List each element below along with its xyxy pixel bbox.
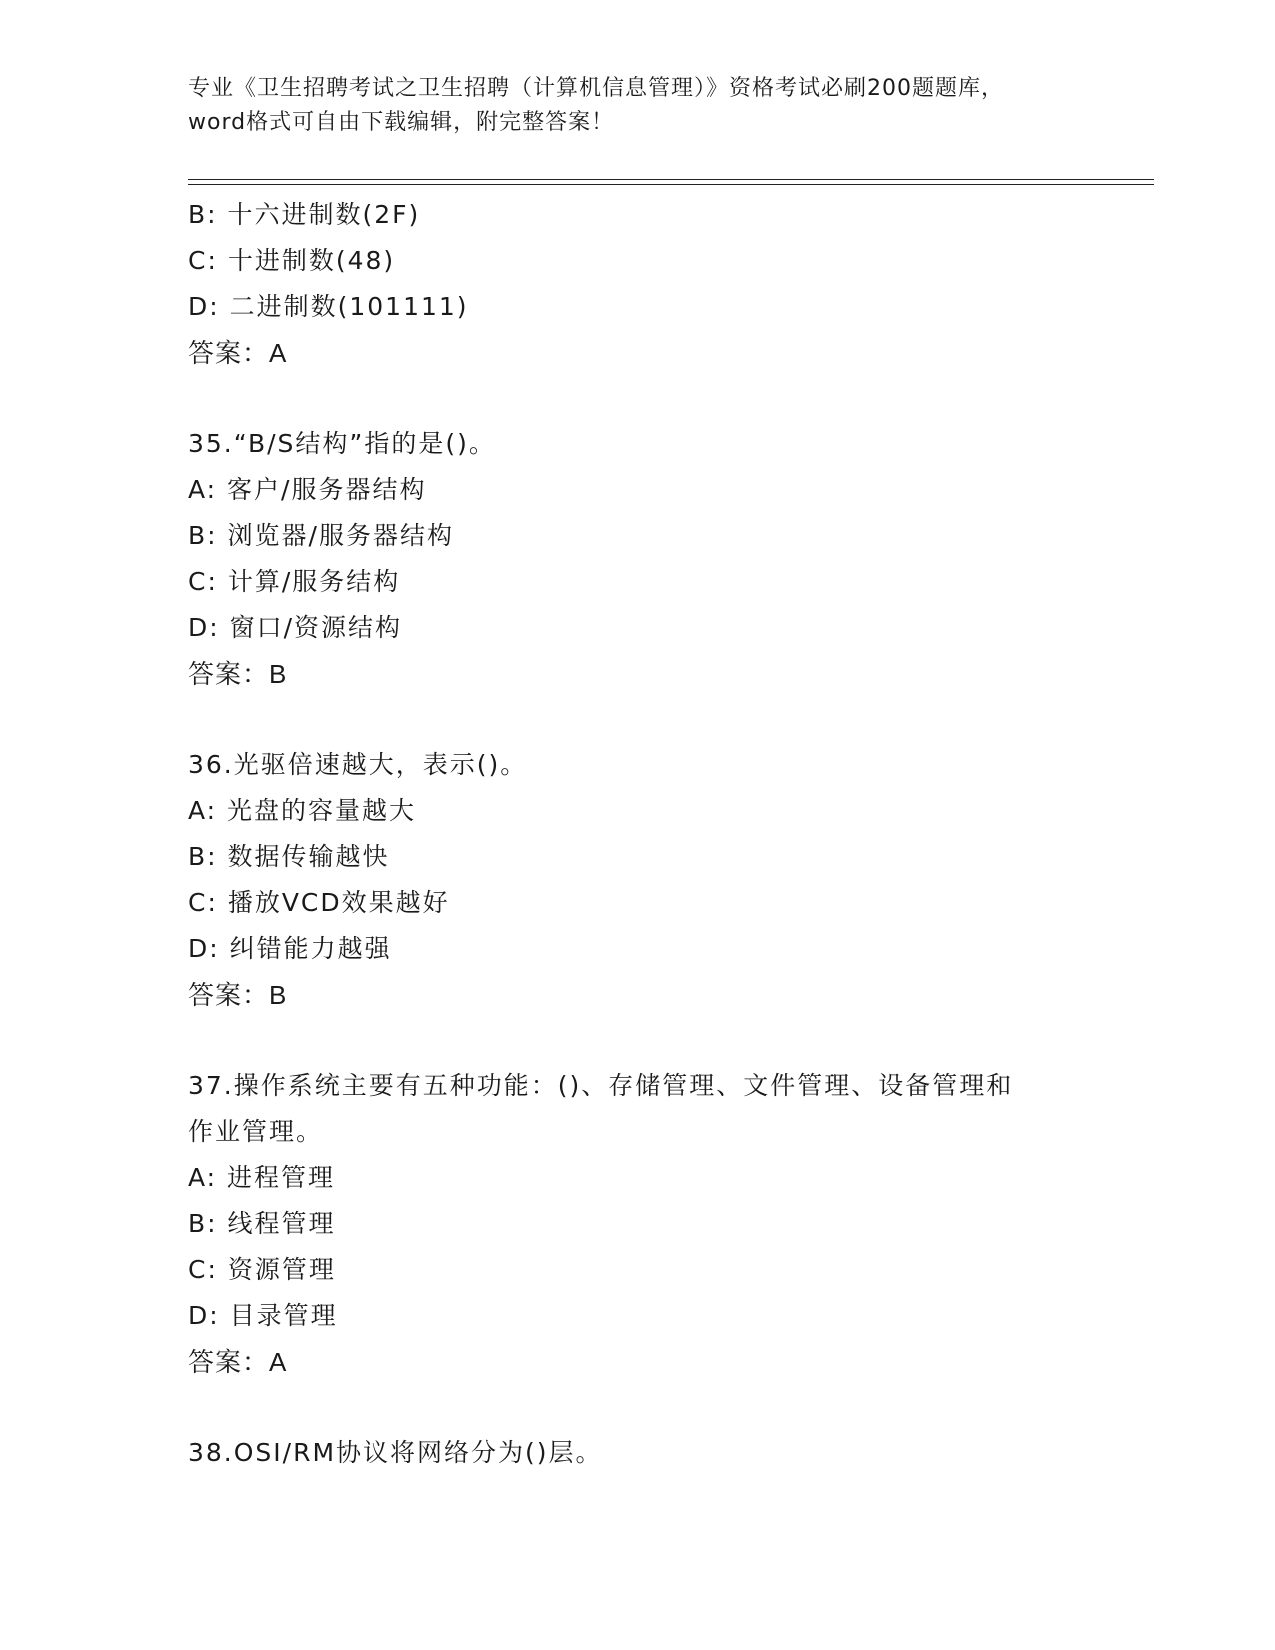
option-c: C: 计算/服务结构 (188, 567, 401, 596)
question-text: 36.光驱倍速越大，表示()。 (188, 750, 528, 779)
document-header (188, 72, 1088, 140)
question-text: 38.OSI/RM协议将网络分为()层。 (188, 1438, 603, 1467)
header-title-line-1: 专业《卫生招聘考试之卫生招聘（计算机信息管理）》资格考试必刷200题题库， (188, 76, 1004, 101)
question-34 (188, 192, 1088, 376)
header-title-line-2: word格式可自由下载编辑，附完整答案！ (188, 110, 615, 135)
header-divider-top (188, 179, 1154, 180)
option-a: A: 光盘的容量越大 (188, 796, 417, 825)
header-divider-bottom (188, 184, 1154, 185)
option-b: B: 十六进制数(2F) (188, 200, 421, 229)
option-b: B: 数据传输越快 (188, 842, 390, 871)
answer: 答案：A (188, 1347, 288, 1377)
option-d: D: 纠错能力越强 (188, 934, 392, 963)
option-c: C: 十进制数(48) (188, 246, 396, 275)
question-37 (188, 1063, 1088, 1385)
answer: 答案：B (188, 659, 288, 689)
option-d: D: 二进制数(101111) (188, 292, 469, 321)
option-a: A: 进程管理 (188, 1163, 336, 1192)
question-36 (188, 742, 1088, 1018)
question-38 (188, 1430, 1088, 1476)
answer: 答案：A (188, 338, 288, 368)
option-a: A: 客户/服务器结构 (188, 475, 427, 504)
question-text-line-2: 作业管理。 (188, 1117, 324, 1146)
option-b: B: 线程管理 (188, 1209, 336, 1238)
option-b: B: 浏览器/服务器结构 (188, 521, 454, 550)
answer: 答案：B (188, 980, 288, 1010)
question-35 (188, 421, 1088, 697)
option-c: C: 资源管理 (188, 1255, 336, 1284)
question-text-line-1: 37.操作系统主要有五种功能：()、存储管理、文件管理、设备管理和 (188, 1071, 1014, 1100)
option-d: D: 目录管理 (188, 1301, 338, 1330)
option-d: D: 窗口/资源结构 (188, 613, 403, 642)
option-c: C: 播放VCD效果越好 (188, 888, 450, 917)
question-text: 35.“B/S结构”指的是()。 (188, 429, 496, 458)
question-list (188, 192, 1088, 1476)
